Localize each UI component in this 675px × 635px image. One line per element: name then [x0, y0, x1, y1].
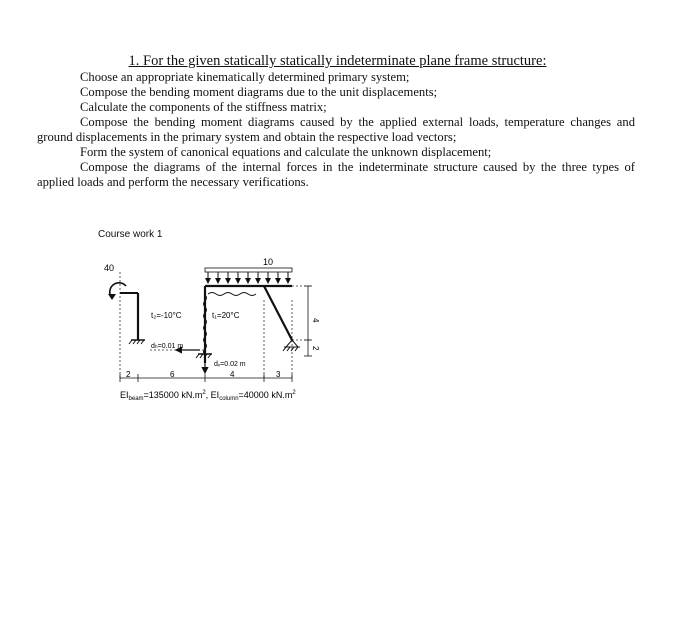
- moment-load-label: 40: [104, 263, 115, 273]
- distributed-load-label: 10: [263, 257, 274, 267]
- dimension-v-2: 2: [311, 346, 320, 351]
- temperature-right-label: t₁=20°C: [212, 311, 240, 320]
- instruction-3: Calculate the components of the stiffness matrix;: [80, 100, 327, 114]
- horizontal-displacement-label: dₕ=0.01 m: [151, 343, 184, 350]
- vertical-displacement-label: dᵥ=0.02 m: [214, 361, 246, 368]
- instruction-4-cont: ground displacements in the primary system and obtain the respective load vectors;: [37, 130, 457, 144]
- dimension-h-4: 3: [276, 370, 281, 379]
- instruction-5: Form the system of canonical equations and calculate the unknown displacement;: [80, 145, 492, 159]
- distributed-load: [205, 268, 292, 283]
- pin-support-right: [283, 340, 300, 351]
- dimension-h-2: 6: [170, 370, 175, 379]
- dimension-h-1: 2: [126, 370, 131, 379]
- inclined-member: [264, 286, 292, 340]
- dimension-v-1: 4: [311, 318, 320, 323]
- moment-arrowhead-icon: [108, 294, 116, 300]
- figure-caption: Course work 1: [98, 229, 163, 240]
- temperature-wave-horizontal: [208, 293, 256, 296]
- dimension-h-3: 4: [230, 370, 235, 379]
- instruction-4: Compose the bending moment diagrams caused by the applied external loads, temperature changes and: [80, 115, 635, 129]
- stiffness-label: $EI_{beam}=135000$ $kN.m^2$, $EI_{column}=40000$ $kN.m^2$: [120, 390, 296, 402]
- temperature-left-label: t₂=-10°C: [151, 311, 182, 320]
- instruction-6: Compose the diagrams of the internal forces in the indeterminate structure caused by the three types of: [80, 160, 635, 174]
- instruction-2: Compose the bending moment diagrams due to the unit displacements;: [80, 85, 438, 99]
- fixed-support-left: [129, 340, 145, 344]
- instruction-6-cont: applied loads and perform the necessary verifications.: [37, 175, 309, 189]
- instruction-1: Choose an appropriate kinematically determined primary system;: [80, 70, 410, 84]
- page-title: 1. For the given statically statically indeterminate plane frame structure:: [128, 53, 547, 69]
